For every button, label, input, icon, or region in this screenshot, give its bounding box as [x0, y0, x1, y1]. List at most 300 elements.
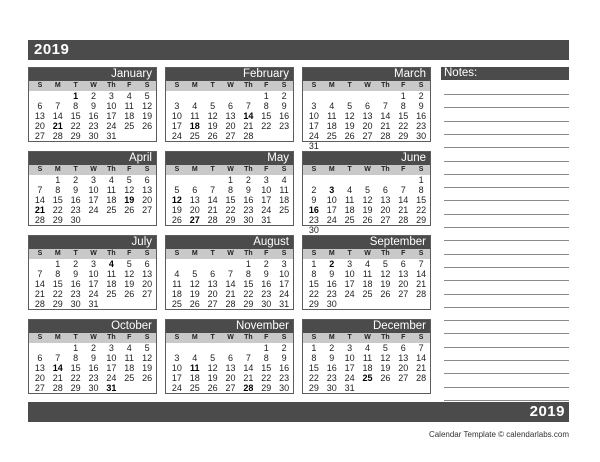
day-cell: 23 [243, 205, 254, 215]
day-cell: 18 [326, 121, 337, 131]
day-cell: 2 [73, 259, 79, 269]
day-cell: 15 [70, 363, 81, 373]
day-cell: 18 [171, 289, 182, 299]
day-cell [323, 141, 341, 151]
day-cell: 11 [172, 279, 182, 289]
week-row [303, 185, 430, 195]
day-cell: 26 [207, 383, 218, 393]
day-cell [412, 299, 430, 309]
day-cell: 22 [308, 289, 319, 299]
weekday-label: T [347, 334, 352, 341]
day-cell: 22 [70, 121, 81, 131]
day-cell: 10 [171, 363, 182, 373]
weekday-label: T [73, 334, 78, 341]
weekday-label: M [54, 250, 61, 257]
day-cell: 20 [362, 121, 373, 131]
day-cell: 4 [174, 269, 180, 279]
day-cell: 12 [171, 195, 182, 205]
day-cell: 14 [380, 111, 391, 121]
day-cell: 20 [225, 373, 236, 383]
day-cell [394, 383, 412, 393]
day-cell: 7 [37, 185, 43, 195]
day-cell: 3 [91, 259, 97, 269]
weekday-header-row [166, 249, 293, 259]
month-february [165, 67, 294, 142]
day-cell: 8 [73, 101, 79, 111]
day-cell: 29 [398, 131, 409, 141]
day-cell: 21 [416, 363, 427, 373]
day-cell: 16 [243, 195, 254, 205]
notes-line [444, 147, 569, 148]
week-row [303, 205, 430, 215]
day-cell: 13 [142, 269, 153, 279]
day-cell: 10 [106, 101, 117, 111]
week-row [303, 195, 430, 205]
day-cell [323, 175, 341, 185]
day-cell: 11 [327, 111, 337, 121]
day-cell: 3 [108, 343, 114, 353]
weekday-header-row [29, 81, 156, 91]
day-cell: 13 [225, 111, 236, 121]
day-cell: 29 [70, 383, 81, 393]
day-cell: 5 [174, 185, 180, 195]
day-cell: 3 [281, 259, 287, 269]
day-cell: 16 [326, 279, 337, 289]
week-row [303, 279, 430, 289]
week-row [166, 195, 293, 205]
day-cell: 4 [365, 343, 371, 353]
weekday-label: T [210, 334, 215, 341]
week-row [29, 373, 156, 383]
week-row [166, 343, 293, 353]
day-cell: 19 [189, 289, 200, 299]
month-name: February [166, 68, 293, 81]
day-cell: 28 [34, 215, 45, 225]
day-cell: 28 [52, 383, 63, 393]
notes-line [444, 200, 569, 201]
day-cell: 14 [34, 279, 45, 289]
day-cell [186, 343, 204, 353]
weekday-label: S [311, 82, 317, 89]
year-header-bar [28, 40, 569, 60]
weekday-label: T [73, 82, 78, 89]
day-cell: 23 [416, 121, 427, 131]
day-cell: 1 [311, 259, 317, 269]
day-cell: 31 [106, 383, 117, 393]
day-cell: 3 [311, 101, 317, 111]
weekday-label: M [328, 334, 335, 341]
day-cell: 2 [281, 343, 287, 353]
weekday-label: M [328, 82, 335, 89]
day-cell: 18 [189, 373, 200, 383]
day-cell: 31 [106, 131, 117, 141]
day-cell [376, 383, 394, 393]
week-row [29, 353, 156, 363]
week-row [166, 101, 293, 111]
day-cell: 20 [189, 205, 200, 215]
day-cell: 5 [365, 185, 371, 195]
day-cell: 28 [207, 215, 218, 225]
day-cell: 25 [124, 373, 135, 383]
weekday-label: F [264, 82, 269, 89]
notes-line [444, 134, 569, 135]
day-cell: 8 [55, 185, 61, 195]
weekday-label: S [37, 166, 43, 173]
day-cell: 5 [192, 269, 198, 279]
day-cell: 6 [228, 353, 234, 363]
day-cell: 16 [326, 363, 337, 373]
day-cell: 12 [380, 269, 391, 279]
day-cell [394, 175, 412, 185]
day-cell: 10 [171, 111, 182, 121]
day-cell: 4 [126, 91, 132, 101]
day-cell: 3 [347, 343, 353, 353]
day-cell: 4 [192, 353, 198, 363]
day-cell: 12 [362, 195, 373, 205]
day-cell: 5 [126, 259, 132, 269]
day-cell: 25 [189, 131, 200, 141]
day-cell: 9 [329, 269, 335, 279]
day-cell: 14 [52, 363, 63, 373]
day-cell: 4 [365, 259, 371, 269]
day-cell: 29 [308, 383, 319, 393]
day-cell: 14 [34, 195, 45, 205]
day-cell: 11 [362, 353, 373, 363]
day-cell: 27 [142, 289, 153, 299]
day-cell: 17 [88, 279, 99, 289]
day-cell [222, 91, 240, 101]
month-december [302, 319, 431, 394]
notes-line [444, 174, 569, 175]
day-cell: 7 [210, 185, 216, 195]
day-cell: 20 [380, 205, 391, 215]
day-cell: 19 [362, 205, 373, 215]
day-cell: 29 [52, 299, 63, 309]
weekday-label: W [227, 82, 234, 89]
week-row [303, 101, 430, 111]
day-cell: 29 [70, 131, 81, 141]
day-cell: 13 [142, 185, 153, 195]
day-cell [394, 225, 412, 235]
day-cell: 25 [106, 289, 117, 299]
day-cell: 28 [225, 299, 236, 309]
day-cell: 22 [308, 373, 319, 383]
day-cell: 22 [70, 373, 81, 383]
weekday-label: M [191, 250, 198, 257]
weekday-label: F [401, 334, 406, 341]
week-row [29, 101, 156, 111]
week-row [303, 269, 430, 279]
day-cell: 19 [207, 373, 218, 383]
day-cell: 15 [308, 363, 319, 373]
day-cell: 8 [418, 185, 424, 195]
day-cell: 25 [106, 205, 117, 215]
day-cell: 24 [344, 289, 355, 299]
day-cell: 27 [398, 289, 409, 299]
notes-line [444, 187, 569, 188]
week-row [29, 185, 156, 195]
week-row [166, 111, 293, 121]
weekday-label: Th [381, 250, 390, 257]
week-row [29, 111, 156, 121]
day-cell [275, 215, 293, 225]
day-cell: 22 [261, 121, 272, 131]
day-cell: 12 [142, 353, 153, 363]
day-cell: 5 [126, 175, 132, 185]
weekday-label: T [73, 166, 78, 173]
weekday-header-row [303, 165, 430, 175]
day-cell: 1 [400, 91, 406, 101]
weekday-label: S [281, 82, 287, 89]
weekday-label: S [281, 250, 287, 257]
day-cell: 19 [124, 195, 135, 205]
day-cell: 26 [124, 289, 135, 299]
day-cell: 6 [37, 101, 43, 111]
day-cell: 27 [207, 299, 218, 309]
day-cell: 6 [400, 259, 406, 269]
weekday-label: S [144, 250, 150, 257]
day-cell: 13 [398, 269, 409, 279]
day-cell: 22 [261, 373, 272, 383]
day-cell [138, 299, 156, 309]
week-row [166, 91, 293, 101]
day-cell: 27 [225, 383, 236, 393]
day-cell: 7 [37, 269, 43, 279]
day-cell: 11 [124, 101, 134, 111]
day-cell: 8 [55, 269, 61, 279]
day-cell: 5 [347, 101, 353, 111]
month-name: July [29, 236, 156, 249]
day-cell: 15 [261, 111, 272, 121]
day-cell [168, 259, 186, 269]
month-august [165, 235, 294, 310]
day-cell: 13 [225, 363, 236, 373]
weekday-label: Th [107, 166, 116, 173]
day-cell: 30 [279, 383, 290, 393]
day-cell: 30 [308, 225, 319, 235]
day-cell: 17 [344, 279, 355, 289]
weekday-label: Th [107, 250, 116, 257]
day-cell: 23 [70, 289, 81, 299]
day-cell: 30 [326, 299, 337, 309]
day-cell: 11 [106, 185, 117, 195]
day-cell: 9 [281, 101, 287, 111]
day-cell: 2 [91, 343, 97, 353]
day-cell: 15 [308, 279, 319, 289]
day-cell: 12 [344, 111, 355, 121]
week-row [303, 121, 430, 131]
month-name: January [29, 68, 156, 81]
day-cell: 31 [308, 141, 319, 151]
week-row [166, 131, 293, 141]
day-cell: 17 [106, 363, 117, 373]
day-cell [120, 215, 138, 225]
day-cell: 21 [243, 121, 254, 131]
weekday-label: S [418, 82, 424, 89]
day-cell: 21 [416, 279, 427, 289]
weekday-label: M [54, 166, 61, 173]
day-cell: 8 [263, 353, 269, 363]
day-cell [394, 299, 412, 309]
day-cell [323, 225, 341, 235]
notes-panel [441, 67, 569, 400]
day-cell: 27 [362, 131, 373, 141]
year-footer-bar [28, 402, 569, 422]
day-cell [31, 343, 49, 353]
day-cell: 31 [88, 299, 99, 309]
day-cell: 19 [380, 363, 391, 373]
week-row [303, 343, 430, 353]
month-may [165, 151, 294, 226]
day-cell [49, 343, 67, 353]
day-cell [394, 141, 412, 151]
day-cell: 7 [400, 185, 406, 195]
day-cell: 8 [245, 269, 251, 279]
day-cell: 7 [55, 353, 61, 363]
day-cell: 17 [88, 195, 99, 205]
day-cell: 11 [190, 363, 200, 373]
day-cell: 23 [261, 289, 272, 299]
day-cell: 7 [55, 101, 61, 111]
day-cell: 6 [144, 259, 150, 269]
day-cell: 25 [344, 215, 355, 225]
notes-line [444, 307, 569, 308]
week-row [166, 175, 293, 185]
day-cell: 17 [106, 111, 117, 121]
day-cell: 27 [189, 215, 200, 225]
day-cell [222, 343, 240, 353]
month-july [28, 235, 157, 310]
day-cell: 4 [108, 175, 114, 185]
day-cell: 18 [106, 279, 117, 289]
month-march [302, 67, 431, 151]
day-cell: 3 [174, 353, 180, 363]
day-cell: 28 [398, 215, 409, 225]
day-cell: 30 [326, 383, 337, 393]
day-cell: 17 [308, 121, 319, 131]
day-cell [341, 225, 359, 235]
day-cell [138, 131, 156, 141]
day-cell: 29 [261, 383, 272, 393]
day-cell: 8 [311, 269, 317, 279]
day-cell: 31 [261, 215, 272, 225]
day-cell: 25 [326, 131, 337, 141]
weekday-header-row [29, 165, 156, 175]
day-cell: 12 [189, 279, 200, 289]
day-cell: 15 [225, 195, 236, 205]
weekday-label: T [347, 250, 352, 257]
notes-line [444, 107, 569, 108]
day-cell: 11 [279, 185, 289, 195]
day-cell: 3 [329, 185, 335, 195]
day-cell: 6 [37, 353, 43, 363]
weekday-header-row [166, 81, 293, 91]
day-cell: 9 [91, 101, 97, 111]
weekday-label: S [174, 166, 180, 173]
day-cell: 5 [382, 259, 388, 269]
day-cell: 26 [362, 215, 373, 225]
day-cell: 23 [279, 121, 290, 131]
day-cell: 10 [326, 195, 337, 205]
weekday-label: S [37, 250, 43, 257]
week-row [166, 289, 293, 299]
day-cell: 19 [171, 205, 182, 215]
notes-line [444, 161, 569, 162]
day-cell [359, 141, 377, 151]
day-cell: 23 [88, 373, 99, 383]
day-cell: 16 [70, 195, 81, 205]
weekday-label: F [264, 334, 269, 341]
day-cell: 10 [344, 353, 355, 363]
day-cell: 24 [171, 131, 182, 141]
day-cell [412, 383, 430, 393]
day-cell: 21 [34, 205, 45, 215]
day-cell: 4 [347, 185, 353, 195]
week-row [303, 91, 430, 101]
day-cell: 1 [263, 91, 269, 101]
day-cell [168, 343, 186, 353]
day-cell: 30 [416, 131, 427, 141]
day-cell [341, 141, 359, 151]
day-cell: 18 [279, 195, 290, 205]
week-row [303, 131, 430, 141]
day-cell: 18 [362, 279, 373, 289]
day-cell: 26 [142, 121, 153, 131]
month-september [302, 235, 431, 310]
day-cell: 6 [365, 101, 371, 111]
day-cell: 22 [225, 205, 236, 215]
day-cell: 8 [228, 185, 234, 195]
day-cell: 2 [73, 175, 79, 185]
weekday-label: F [264, 166, 269, 173]
day-cell: 13 [380, 195, 391, 205]
weekday-label: Th [244, 250, 253, 257]
day-cell: 17 [171, 121, 182, 131]
weekday-label: F [264, 250, 269, 257]
notes-line [444, 280, 569, 281]
notes-line [444, 320, 569, 321]
weekday-header-row [303, 81, 430, 91]
week-row [29, 195, 156, 205]
day-cell [305, 91, 323, 101]
weekday-label: Th [381, 166, 390, 173]
day-cell: 10 [261, 185, 272, 195]
day-cell: 26 [207, 131, 218, 141]
day-cell [31, 91, 49, 101]
day-cell: 3 [347, 259, 353, 269]
day-cell: 21 [398, 205, 409, 215]
day-cell: 2 [311, 185, 317, 195]
day-cell: 23 [326, 289, 337, 299]
day-cell: 17 [261, 195, 272, 205]
day-cell: 27 [142, 205, 153, 215]
weekday-label: S [37, 82, 43, 89]
day-cell: 14 [52, 111, 63, 121]
day-cell: 9 [73, 185, 79, 195]
day-cell: 9 [73, 269, 79, 279]
month-name: December [303, 320, 430, 333]
day-cell [204, 259, 222, 269]
weekday-label: S [174, 334, 180, 341]
day-cell: 7 [245, 101, 251, 111]
notes-line [444, 227, 569, 228]
day-cell: 26 [189, 299, 200, 309]
day-cell: 12 [207, 363, 218, 373]
day-cell: 2 [245, 175, 251, 185]
week-row [166, 373, 293, 383]
day-cell: 11 [124, 353, 134, 363]
day-cell: 11 [106, 269, 117, 279]
